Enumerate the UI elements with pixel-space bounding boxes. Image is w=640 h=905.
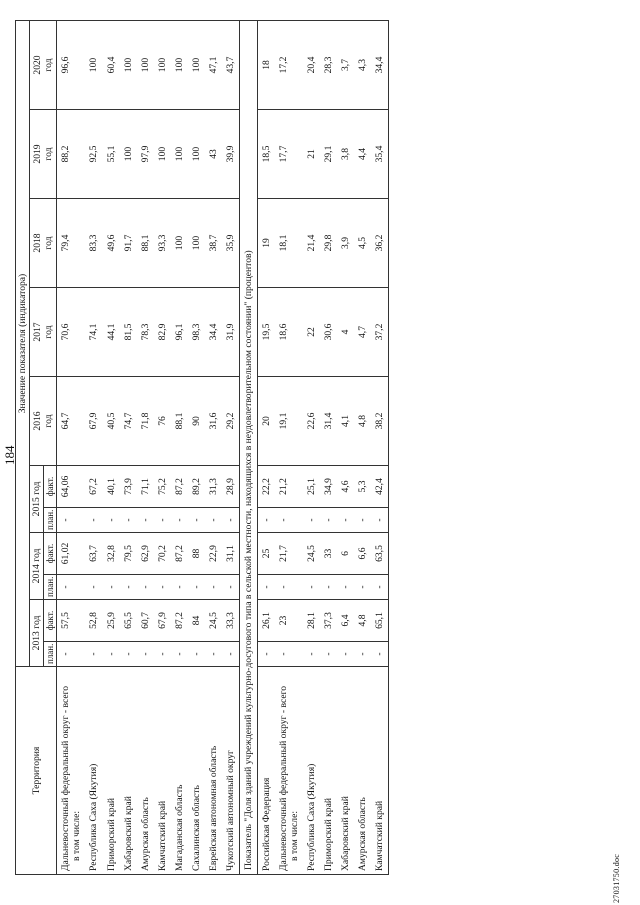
value-cell: 78,3 [137, 288, 154, 377]
territory-cell [371, 667, 389, 875]
territory-cell [154, 667, 171, 875]
value-cell: 97,9 [137, 110, 154, 199]
table-row [154, 21, 171, 875]
value-cell: 30,6 [320, 288, 337, 377]
value-cell: 19,1 [275, 377, 303, 466]
value-cell: 67,2 [85, 466, 102, 508]
value-cell: 25,1 [303, 466, 320, 508]
value-cell: 6,6 [354, 533, 371, 575]
value-cell: 28,3 [320, 21, 337, 110]
value-cell: 100 [137, 21, 154, 110]
year-2013-header: 2013 год [30, 600, 44, 667]
territory-name: Приморский край [105, 798, 117, 871]
value-cell: 100 [188, 21, 205, 110]
value-cell: 32,8 [103, 533, 120, 575]
value-cell: - [57, 642, 86, 667]
value-cell: - [103, 575, 120, 600]
value-cell: - [57, 508, 86, 533]
indicator-header: Значение показателя (индикатора) [16, 21, 30, 667]
fact-2014-header: факт. [44, 533, 57, 575]
value-cell: 33,3 [222, 600, 240, 642]
value-cell: 31,6 [205, 377, 222, 466]
value-cell: 38,2 [371, 377, 389, 466]
table-body [57, 21, 389, 875]
value-cell: - [257, 508, 275, 533]
value-cell: 22,6 [303, 377, 320, 466]
value-cell: 92,5 [85, 110, 102, 199]
value-cell: - [205, 642, 222, 667]
value-cell: 3,8 [337, 110, 354, 199]
table-row [337, 21, 354, 875]
indicator-table [15, 20, 389, 875]
territory-name: Хабаровский край [339, 796, 351, 871]
value-cell: 31,4 [320, 377, 337, 466]
table-row [257, 21, 275, 875]
value-cell: - [275, 575, 303, 600]
value-cell: - [57, 575, 86, 600]
territory-name: Еврейская автономная область [207, 745, 219, 871]
territory-cell [120, 667, 137, 875]
territory-cell [275, 667, 303, 875]
value-cell: - [320, 642, 337, 667]
value-cell: - [354, 642, 371, 667]
value-cell: 23 [275, 600, 303, 642]
value-cell: 37,3 [320, 600, 337, 642]
value-cell: 93,3 [154, 199, 171, 288]
value-cell: 88 [188, 533, 205, 575]
value-cell: 63,7 [85, 533, 102, 575]
fact-2015-header: факт. [44, 466, 57, 508]
value-cell: - [354, 508, 371, 533]
value-cell: 17,2 [275, 21, 303, 110]
table-row [188, 21, 205, 875]
value-cell: 4,1 [337, 377, 354, 466]
value-cell: - [257, 575, 275, 600]
value-cell: - [205, 508, 222, 533]
value-cell: 100 [188, 199, 205, 288]
value-cell: 17,7 [275, 110, 303, 199]
table-row [85, 21, 102, 875]
value-cell: 28,9 [222, 466, 240, 508]
value-cell: 42,4 [371, 466, 389, 508]
value-cell: 100 [120, 21, 137, 110]
value-cell: - [137, 508, 154, 533]
value-cell: 88,2 [57, 110, 86, 199]
value-cell: 22,2 [257, 466, 275, 508]
value-cell: 67,9 [85, 377, 102, 466]
value-cell: 3,9 [337, 199, 354, 288]
value-cell: 84 [188, 600, 205, 642]
territory-name: Камчатский край [156, 800, 168, 871]
value-cell: - [188, 642, 205, 667]
value-cell: 19 [257, 199, 275, 288]
value-cell: 76 [154, 377, 171, 466]
indicator-title-row [239, 21, 257, 875]
footer-code: 27031750.doc [612, 853, 621, 903]
plan-2015-header: план. [44, 508, 57, 533]
value-cell: 24,5 [205, 600, 222, 642]
value-cell: - [354, 575, 371, 600]
table-row [354, 21, 371, 875]
value-cell: 39,9 [222, 110, 240, 199]
value-cell: 6,4 [337, 600, 354, 642]
territory-note: в том числе: [288, 810, 300, 861]
territory-cell [222, 667, 240, 875]
value-cell: 4,8 [354, 600, 371, 642]
value-cell: 29,8 [320, 199, 337, 288]
value-cell: 62,9 [137, 533, 154, 575]
territory-name: Сахалинская область [190, 785, 202, 871]
value-cell: 4,6 [337, 466, 354, 508]
value-cell: 40,1 [103, 466, 120, 508]
table-row [371, 21, 389, 875]
value-cell: 47,1 [205, 21, 222, 110]
territory-cell [103, 667, 120, 875]
value-cell: - [222, 575, 240, 600]
value-cell: 88,1 [171, 377, 188, 466]
value-cell: - [120, 642, 137, 667]
value-cell: 57,5 [57, 600, 86, 642]
value-cell: 22,9 [205, 533, 222, 575]
territory-cell [303, 667, 320, 875]
value-cell: 74,7 [120, 377, 137, 466]
fact-2013-header: факт. [44, 600, 57, 642]
value-cell: - [275, 508, 303, 533]
value-cell: 88,1 [137, 199, 154, 288]
territory-cell [337, 667, 354, 875]
value-cell: 100 [188, 110, 205, 199]
value-cell: 81,5 [120, 288, 137, 377]
value-cell: 29,1 [320, 110, 337, 199]
territory-cell [205, 667, 222, 875]
value-cell: 52,8 [85, 600, 102, 642]
value-cell: 65,1 [371, 600, 389, 642]
value-cell: 5,3 [354, 466, 371, 508]
value-cell: - [103, 508, 120, 533]
value-cell: 96,1 [171, 288, 188, 377]
territory-cell [354, 667, 371, 875]
value-cell: - [137, 575, 154, 600]
value-cell: 35,9 [222, 199, 240, 288]
value-cell: - [320, 575, 337, 600]
table-row [120, 21, 137, 875]
value-cell: 87,2 [171, 466, 188, 508]
territory-name: Магаданская область [173, 784, 185, 871]
table-row [205, 21, 222, 875]
value-cell: 34,4 [205, 288, 222, 377]
value-cell: 4,3 [354, 21, 371, 110]
value-cell: - [303, 508, 320, 533]
value-cell: - [257, 642, 275, 667]
value-cell: 28,1 [303, 600, 320, 642]
territory-name: Амурская область [139, 797, 151, 871]
value-cell: - [103, 642, 120, 667]
table-row [222, 21, 240, 875]
year-2014-header: 2014 год [30, 533, 44, 600]
territory-name: Чукотский автономный округ [224, 750, 236, 871]
value-cell: 87,2 [171, 600, 188, 642]
value-cell: - [303, 575, 320, 600]
value-cell: 64,7 [57, 377, 86, 466]
year-2016-header: 2016 год [30, 377, 57, 466]
territory-name: Дальневосточный федеральный округ - всего [277, 685, 289, 871]
value-cell: 36,2 [371, 199, 389, 288]
value-cell: 20 [257, 377, 275, 466]
value-cell: 31,1 [222, 533, 240, 575]
value-cell: - [320, 508, 337, 533]
territory-name: Хабаровский край [122, 796, 134, 871]
value-cell: - [303, 642, 320, 667]
value-cell: 75,2 [154, 466, 171, 508]
value-cell: 100 [171, 110, 188, 199]
territory-cell [188, 667, 205, 875]
value-cell: 60,7 [137, 600, 154, 642]
value-cell: 35,4 [371, 110, 389, 199]
value-cell: 18,6 [275, 288, 303, 377]
value-cell: 100 [154, 21, 171, 110]
territory-cell [85, 667, 102, 875]
value-cell: 43,7 [222, 21, 240, 110]
value-cell: 3,7 [337, 21, 354, 110]
value-cell: - [337, 642, 354, 667]
territory-name: Амурская область [356, 797, 368, 871]
territory-name: Республика Саха (Якутия) [305, 763, 317, 871]
value-cell: 21,7 [275, 533, 303, 575]
value-cell: - [154, 575, 171, 600]
table-row [57, 21, 86, 875]
value-cell: - [120, 508, 137, 533]
value-cell: - [337, 508, 354, 533]
value-cell: 34,4 [371, 21, 389, 110]
value-cell: 38,7 [205, 199, 222, 288]
value-cell: 18,1 [275, 199, 303, 288]
year-2018-header: 2018 год [30, 199, 57, 288]
value-cell: 44,1 [103, 288, 120, 377]
table-row [103, 21, 120, 875]
value-cell: - [188, 508, 205, 533]
value-cell: 61,02 [57, 533, 86, 575]
value-cell: 67,9 [154, 600, 171, 642]
indicator-title: Показатель "Доля зданий учреждений культурно-досугового типа в сельской местности, находящихся в неудовлетворительном состоянии" (процентов) [239, 21, 257, 875]
value-cell: - [188, 575, 205, 600]
value-cell: 89,2 [188, 466, 205, 508]
value-cell: 65,5 [120, 600, 137, 642]
value-cell: 79,4 [57, 199, 86, 288]
territory-cell [171, 667, 188, 875]
value-cell: 70,6 [57, 288, 86, 377]
value-cell: - [205, 575, 222, 600]
value-cell: - [85, 642, 102, 667]
value-cell: 25 [257, 533, 275, 575]
value-cell: 63,5 [371, 533, 389, 575]
value-cell: 34,9 [320, 466, 337, 508]
territory-header: Территория [16, 667, 57, 875]
plan-2013-header: план. [44, 642, 57, 667]
value-cell: 18,5 [257, 110, 275, 199]
territory-cell [257, 667, 275, 875]
territory-name: Российская Федерация [260, 777, 272, 871]
value-cell: 100 [154, 110, 171, 199]
value-cell: 31,9 [222, 288, 240, 377]
value-cell: 60,4 [103, 21, 120, 110]
value-cell: 40,5 [103, 377, 120, 466]
table-row [320, 21, 337, 875]
value-cell: 24,5 [303, 533, 320, 575]
page-number: 184 [2, 445, 17, 465]
value-cell: - [85, 508, 102, 533]
value-cell: 31,3 [205, 466, 222, 508]
value-cell: 64,06 [57, 466, 86, 508]
territory-name: Приморский край [322, 798, 334, 871]
value-cell: 71,1 [137, 466, 154, 508]
value-cell: - [275, 642, 303, 667]
value-cell: 4,4 [354, 110, 371, 199]
value-cell: - [85, 575, 102, 600]
value-cell: 79,5 [120, 533, 137, 575]
value-cell: 82,9 [154, 288, 171, 377]
value-cell: 4 [337, 288, 354, 377]
value-cell: 83,3 [85, 199, 102, 288]
value-cell: - [154, 508, 171, 533]
value-cell: 73,9 [120, 466, 137, 508]
value-cell: 4,5 [354, 199, 371, 288]
table-row [171, 21, 188, 875]
value-cell: 49,6 [103, 199, 120, 288]
value-cell: 4,8 [354, 377, 371, 466]
value-cell: - [222, 642, 240, 667]
value-cell: 55,1 [103, 110, 120, 199]
value-cell: - [337, 575, 354, 600]
value-cell: 96,6 [57, 21, 86, 110]
value-cell: 21 [303, 110, 320, 199]
territory-cell [137, 667, 154, 875]
value-cell: 100 [171, 21, 188, 110]
territory-name: Дальневосточный федеральный округ - всего [60, 685, 72, 871]
territory-name: Камчатский край [374, 800, 385, 871]
value-cell: 74,1 [85, 288, 102, 377]
value-cell: 21,4 [303, 199, 320, 288]
value-cell: 100 [171, 199, 188, 288]
table-row [303, 21, 320, 875]
value-cell: 20,4 [303, 21, 320, 110]
value-cell: 18 [257, 21, 275, 110]
value-cell: 91,7 [120, 199, 137, 288]
value-cell: 26,1 [257, 600, 275, 642]
territory-name: Республика Саха (Якутия) [88, 763, 100, 871]
year-2015-header: 2015 год [30, 466, 44, 533]
plan-2014-header: план. [44, 575, 57, 600]
year-2017-header: 2017 год [30, 288, 57, 377]
table-row [137, 21, 154, 875]
value-cell: 6 [337, 533, 354, 575]
value-cell: - [371, 642, 389, 667]
year-2020-header: 2020 год [30, 21, 57, 110]
value-cell: 87,2 [171, 533, 188, 575]
value-cell: 22 [303, 288, 320, 377]
value-cell: 33 [320, 533, 337, 575]
year-2019-header: 2019 год [30, 110, 57, 199]
value-cell: - [222, 508, 240, 533]
value-cell: - [120, 575, 137, 600]
value-cell: - [171, 508, 188, 533]
value-cell: 29,2 [222, 377, 240, 466]
value-cell: - [171, 575, 188, 600]
value-cell: 21,2 [275, 466, 303, 508]
value-cell: - [171, 642, 188, 667]
value-cell: 98,3 [188, 288, 205, 377]
value-cell: 90 [188, 377, 205, 466]
value-cell: 4,7 [354, 288, 371, 377]
value-cell: 70,2 [154, 533, 171, 575]
territory-cell [320, 667, 337, 875]
value-cell: 25,9 [103, 600, 120, 642]
table-row [275, 21, 303, 875]
value-cell: - [154, 642, 171, 667]
value-cell: - [371, 575, 389, 600]
value-cell: 100 [85, 21, 102, 110]
value-cell: 37,2 [371, 288, 389, 377]
territory-cell [57, 667, 86, 875]
value-cell: - [137, 642, 154, 667]
territory-note: в том числе: [71, 810, 83, 861]
value-cell: 43 [205, 110, 222, 199]
value-cell: 19,5 [257, 288, 275, 377]
value-cell: 71,8 [137, 377, 154, 466]
value-cell: - [371, 508, 389, 533]
value-cell: 100 [120, 110, 137, 199]
